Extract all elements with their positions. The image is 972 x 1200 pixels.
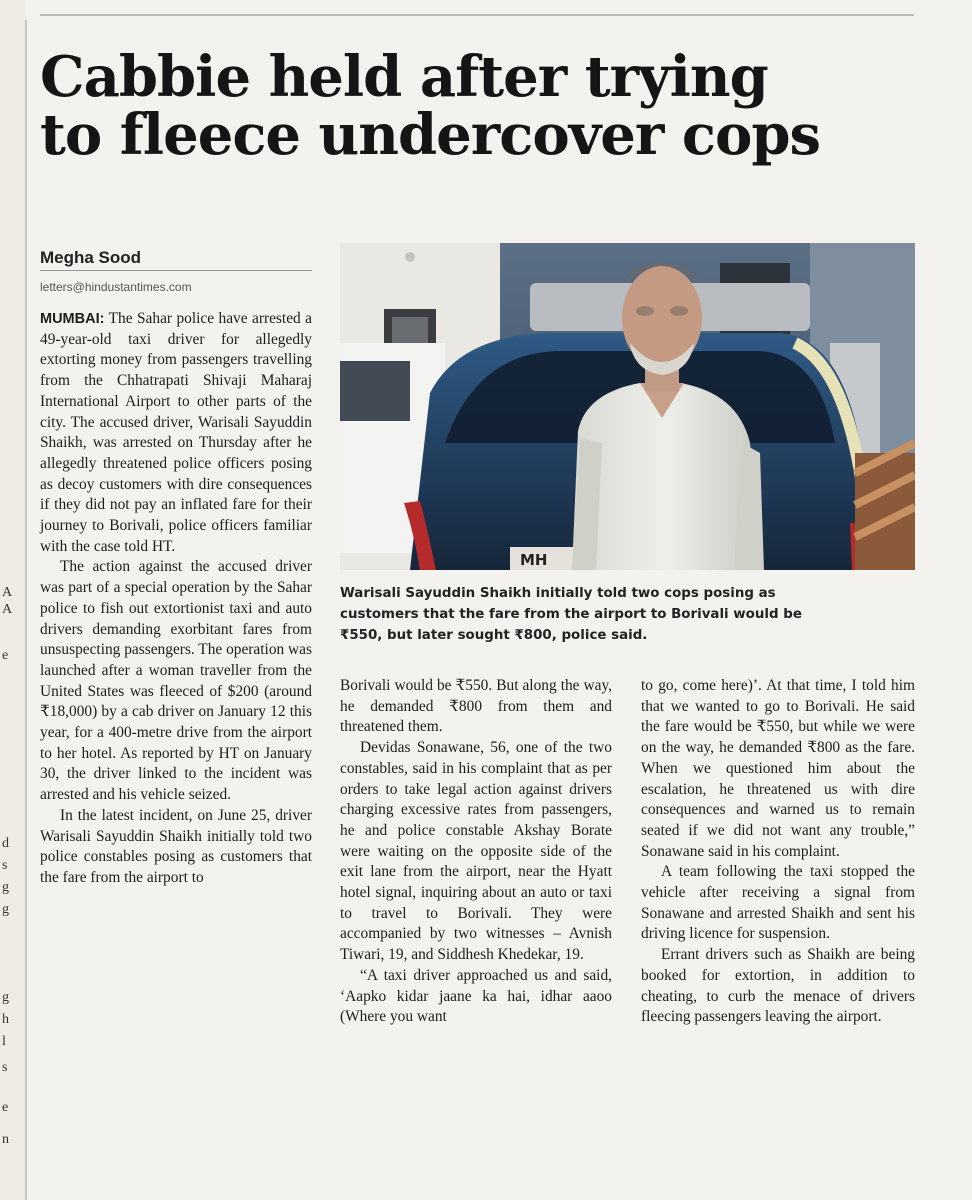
article-paragraph: The action against the accused driver was part of a special operation by the Sahar police to fish out extortionist taxi and auto drivers demanding exorbitant fares from unsuspecting passengers. The operation was launched after a woman traveller from the United States was fleeced of $200 (around ₹18,000) by a cab driver on January 12 this year, for a 400-metre drive from the airport to her hotel. As reported by HT on January 30, the driver linked to the incident was arrested and his vehicle seized. [40,558,312,804]
margin-fragment: l [2,1034,6,1049]
article-paragraph: to go, come here)’. At that time, I told him that we wanted to go to Borivali. He said the fare would be ₹550, but while we were on the way, he demanded ₹800 as the fare. When we questioned him about the escalation, he threatened us with dire consequences and warned us to remain seated if we did not want any trouble,” Sonawane said in his complaint. [641,677,915,860]
photo-illustration [340,243,915,570]
headline [40,44,930,168]
caption-line: ₹550, but later sought ₹800, police said. [340,628,648,643]
headline-line: Cabbie held after trying [40,44,768,110]
margin-fragment: g [2,990,9,1005]
margin-fragment: s [2,858,8,873]
photo-caption [340,583,915,646]
margin-fragment: s [2,1060,8,1075]
number-plate: MH [520,551,548,569]
caption-line: customers that the fare from the airport to Borivali would be [340,607,802,622]
wooden-crate [855,443,915,570]
adjacent-column-edge [0,0,26,1200]
article-paragraph: “A taxi driver approached us and said, ‘Aapko kidar jaane ka hai, idhar aaoo (Where you want [340,966,612,1026]
dateline: MUMBAI: [40,311,105,327]
news-photo [340,243,915,570]
margin-fragment: e [2,648,9,663]
article-paragraph: In the latest incident, on June 25, driver Warisali Sayuddin Shaikh initially told two police constables posing as customers that the fare from the airport to [40,806,312,886]
margin-fragment: n [2,1132,9,1147]
headline-line: to fleece undercover cops [40,102,821,168]
article-column-3 [641,676,915,1028]
margin-fragment: e [2,1100,9,1115]
margin-fragment: A [2,585,13,600]
article-paragraph: Errant drivers such as Shaikh are being booked for extortion, in addition to cheating, to curb the menace of drivers fleecing passengers leaving the airport. [641,946,915,1026]
author-email: letters@hindustantimes.com [40,280,192,294]
article-paragraph: Borivali would be ₹550. But along the way, he demanded ₹800 from them and threatened them. [340,677,612,736]
top-rule [40,14,914,16]
byline: Megha Sood [40,248,142,267]
article-column-1 [40,309,312,889]
article-column-2 [340,676,612,1028]
column-divider [25,20,27,1200]
article-paragraph: MUMBAI: The Sahar police have arrested a 49-year-old taxi driver for allegedly extorting money from passengers travelling from the Chhatrapati Shivaji Maharaj International Airport to other parts of the city. The accused driver, Warisali Sayuddin Shaikh, was arrested on Thursday after he allegedly threatened police officers posing as decoy customers with dire consequences if they did not pay an inflated fare for their journey to Borivali, police officers familiar with the case told HT. [40,310,312,555]
margin-fragment: h [2,1012,9,1027]
caption-line: Warisali Sayuddin Shaikh initially told two cops posing as [340,586,776,601]
margin-fragment: g [2,902,9,917]
article-paragraph: Devidas Sonawane, 56, one of the two constables, said in his complaint that as per orders to take legal action against drivers charging excessive rates from passengers, he and police constable Akshay Borate were waiting on the opposite side of the exit lane from the airport, near the Hyatt hotel signal, inquiring about an auto or taxi to travel to Borivali. They were accompanied by two witnesses – Avnish Tiwari, 19, and Siddhesh Khedekar, 19. [340,739,612,964]
byline-rule [40,270,312,271]
article-paragraph: A team following the taxi stopped the vehicle after receiving a signal from Sonawane and arrested Shaikh and sent his driving licence for suspension. [641,863,915,943]
margin-fragment: g [2,880,9,895]
margin-fragment: A [2,602,13,617]
margin-fragment: d [2,836,9,851]
